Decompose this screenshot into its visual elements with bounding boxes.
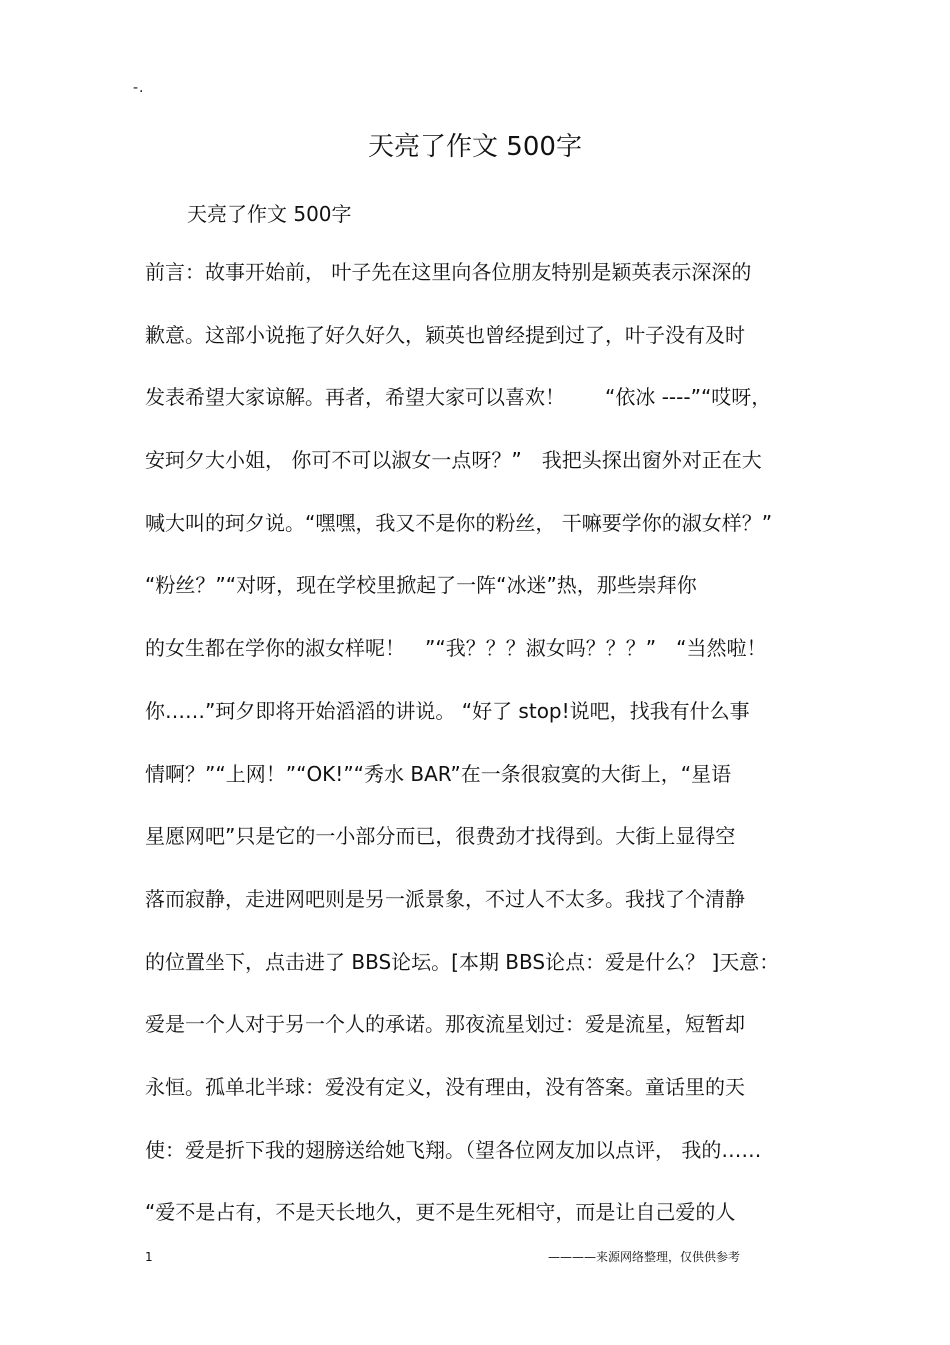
corner-mark: -.	[133, 80, 145, 96]
body-line: “粉丝？”“对呀，现在学校里掀起了一阵“冰迷”热，那些崇拜你	[145, 573, 697, 598]
document-title: 天亮了作文 500字	[368, 132, 582, 162]
body-line: 情啊？”“上网！”“OK!”“秀水 BAR”在一条很寂寞的大街上，“星语	[145, 761, 732, 786]
body-line: 你……”珂夕即将开始滔滔的讲说。 “好了 stop!说吧，找我有什么事	[145, 698, 750, 723]
body-line: 星愿网吧”只是它的一小部分而已，很费劲才找得到。大街上显得空	[145, 824, 736, 849]
body-line: 使：爱是折下我的翅膀送给她飞翔。（望各位网友加以点评， 我的……	[145, 1137, 762, 1162]
document-subtitle: 天亮了作文 500字	[187, 202, 352, 226]
body-line: “爱不是占有，不是天长地久，更不是生死相守，而是让自己爱的人	[145, 1200, 736, 1225]
body-line: 歉意。这部小说拖了好久好久，颖英也曾经提到过了，叶子没有及时	[145, 322, 745, 347]
body-line: 落而寂静，走进网吧则是另一派景象，不过人不太多。我找了个清静	[145, 886, 745, 911]
body-line: 前言：故事开始前， 叶子先在这里向各位朋友特别是颖英表示深深的	[145, 260, 752, 284]
footer-note: ————来源网络整理，仅供供参考	[548, 1250, 741, 1264]
page-number: 1	[145, 1250, 153, 1264]
body-line: 的女生都在学你的淑女样呢！ ”“我？？？淑女吗？？？” “当然啦！	[145, 636, 767, 661]
body-line: 发表希望大家谅解。再者，希望大家可以喜欢！ “依冰 ----”“哎呀，	[145, 385, 772, 410]
body-line: 喊大叫的珂夕说。“嘿嘿，我又不是你的粉丝， 干嘛要学你的淑女样？”	[145, 510, 773, 535]
body-line: 的位置坐下，点击进了 BBS论坛。[本期 BBS论点：爱是什么？ ]天意：	[145, 949, 780, 974]
body-text	[145, 257, 825, 1260]
body-line: 永恒。孤单北半球：爱没有定义，没有理由，没有答案。童话里的天	[145, 1074, 745, 1099]
body-line: 安珂夕大小姐， 你可不可以淑女一点呀？” 我把头探出窗外对正在大	[145, 448, 762, 473]
body-line: 爱是一个人对于另一个人的承诺。那夜流星划过：爱是流星，短暂却	[145, 1012, 745, 1037]
